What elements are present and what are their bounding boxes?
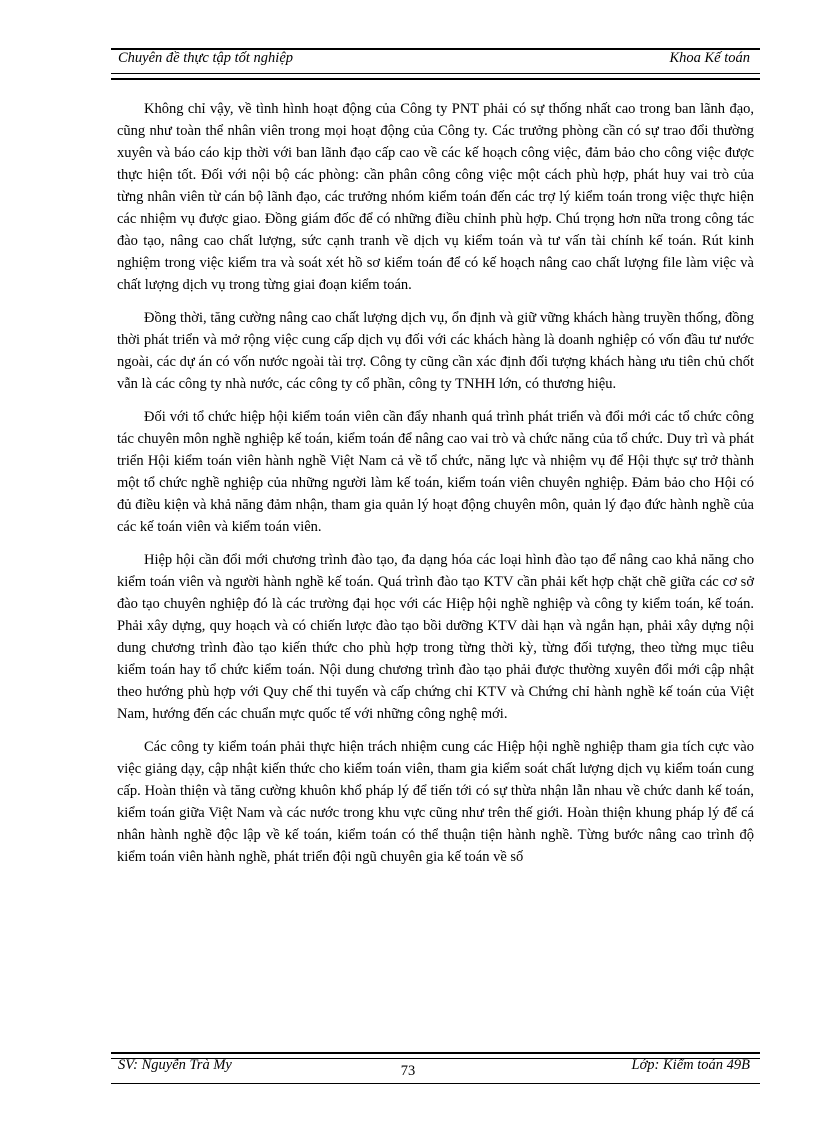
paragraph: Đồng thời, tăng cường nâng cao chất lượng dịch vụ, ổn định và giữ vững khách hàng truyền thống, đồng thời phát triển và mở rộng việc cung cấp dịch vụ đối với các khách hàng là doanh nghiệp có vốn đầu tư nước ngoài, các dự án có vốn nước ngoài tài trợ. Công ty cũng cần xác định đối tượng khách hàng ưu tiên chủ chốt vẫn là các công ty nhà nước, các công ty cổ phần, công ty TNHH lớn, có thương hiệu. bbox=[117, 310, 754, 392]
page-number: 73 bbox=[400, 1063, 416, 1079]
header-document-title: Chuyên đề thực tập tốt nghiệp bbox=[118, 50, 294, 66]
paragraph: Các công ty kiểm toán phải thực hiện trách nhiệm cung các Hiệp hội nghề nghiệp tham gia tích cực vào việc giảng dạy, cập nhật kiến thức cho kiểm toán viên, tham gia kiểm soát chất lượng dịch vụ kiểm toán cung cấp. Hoàn thiện và tăng cường khuôn khổ pháp lý để tiến tới có sự thừa nhận lẫn nhau về chức danh kế toán, kiểm toán giữa Việt Nam và các nước trong khu vực cũng như trên thế giới. Hoàn thiện khung pháp lý để cá nhân hành nghề độc lập về kế toán, kiểm toán có thể thuận tiện hành nghề. Từng bước nâng cao trình độ kiểm toán viên hành nghề, phát triển đội ngũ chuyên gia kế toán về số bbox=[117, 739, 754, 865]
header-rule bbox=[111, 73, 760, 80]
footer-student-name: SV: Nguyễn Trà My bbox=[118, 1057, 232, 1073]
footer-class: Lớp: Kiểm toán 49B bbox=[631, 1057, 750, 1073]
page-header bbox=[118, 50, 750, 74]
paragraph: Hiệp hội cần đổi mới chương trình đào tạo, đa dạng hóa các loại hình đào tạo để nâng cao khả năng cho kiểm toán viên và người hành nghề kế toán. Quá trình đào tạo KTV cần phải kết hợp chặt chẽ giữa các cơ sở đào tạo chuyên nghiệp đó là các trường đại học với các Hiệp hội nghề nghiệp và công ty kiểm toán, kế toán. Phải xây dựng, quy hoạch và có chiến lược đào tạo bồi dưỡng KTV dài hạn và ngắn hạn, phải xây dựng nội dung chương trình đào tạo kiến thức cho phù hợp trong từng thời kỳ, từng đối tượng, theo từng mục tiêu kiểm toán hay tổ chức kiểm toán. Nội dung chương trình đào tạo phải được thường xuyên đổi mới cập nhật theo hướng phù hợp với Quy chế thi tuyển và cấp chứng chỉ KTV và Chứng chỉ hành nghề kế toán của Việt Nam, hướng đến các chuẩn mực quốc tế với những công nghệ mới. bbox=[117, 552, 754, 722]
body-text bbox=[117, 98, 754, 879]
page-border-bottom bbox=[111, 1083, 760, 1084]
header-department: Khoa Kế toán bbox=[669, 50, 750, 66]
paragraph: Không chỉ vậy, về tình hình hoạt động của Công ty PNT phải có sự thống nhất cao trong ban lãnh đạo, cũng như toàn thể nhân viên trong mọi hoạt động của Công ty. Các trưởng phòng cần có sự trao đổi thường xuyên và báo cáo kịp thời với ban lãnh đạo cấp cao về các kế hoạch công việc, đảm bảo cho công việc được thực hiện tốt. Đối với nội bộ các phòng: cần phân công công việc một cách phù hợp, phát huy vai trò của từng nhân viên từ cán bộ lãnh đạo, các trưởng nhóm kiểm toán đến các trợ lý kiểm toán trong việc thực hiện các nhiệm vụ được giao. Đồng giám đốc để có những điều chỉnh phù hợp. Chú trọng hơn nữa trong công tác đào tạo, nâng cao chất lượng, sức cạnh tranh về dịch vụ kiểm toán và tư vấn tài chính kế toán. Rút kinh nghiệm trong việc kiểm tra và soát xét hồ sơ kiểm toán để có kế hoạch nâng cao chất lượng file làm việc và chất lượng dịch vụ trong từng giai đoạn kiểm toán. bbox=[117, 101, 754, 293]
paragraph: Đối với tổ chức hiệp hội kiểm toán viên cần đẩy nhanh quá trình phát triển và đổi mới các tổ chức công tác chuyên môn nghề nghiệp kế toán, kiểm toán để nâng cao vai trò và chức năng của tổ chức. Duy trì và phát triển Hội kiểm toán viên hành nghề Việt Nam cả về tổ chức, năng lực và nhiệm vụ để Hội thực sự trở thành một tổ chức nghề nghiệp của những người làm kế toán, kiểm toán viên chuyên nghiệp. Đảm bảo cho Hội có đủ điều kiện và khả năng đảm nhận, tham gia quản lý hoạt động chuyên môn, quản lý đạo đức hành nghề của các kế toán viên và kiểm toán viên. bbox=[117, 409, 754, 535]
